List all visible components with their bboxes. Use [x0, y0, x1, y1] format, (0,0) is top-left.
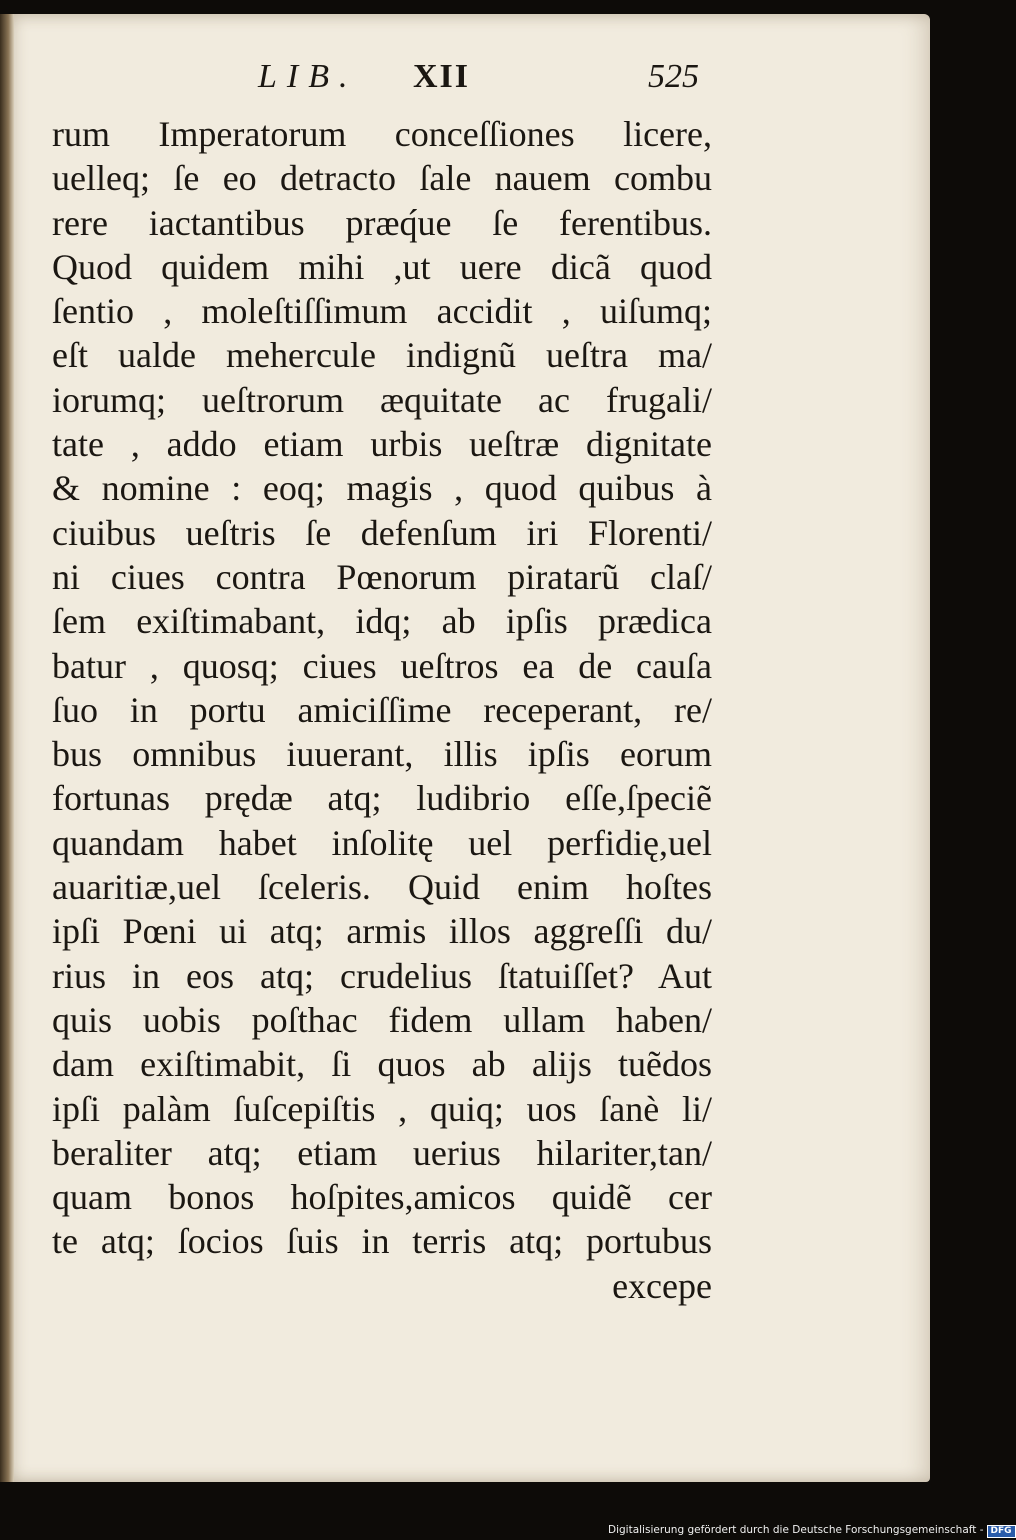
page-gutter [0, 14, 14, 1482]
text-line: ſentio , moleſtiſſimum accidit , uiſumq; [52, 291, 712, 332]
text-line: dam exiſtimabit, ſi quos ab alijs tuẽdos [52, 1044, 712, 1085]
text-line: rere iactantibus præq́ue ſe ferentibus. [52, 202, 712, 243]
text-line: excepe [612, 1265, 712, 1306]
text-line: fortunas prędæ atq; ludibrio eſſe,ſpeciẽ [52, 778, 712, 819]
text-line: rius in eos atq; crudelius ſtatuiſſet? Aut [52, 955, 712, 996]
credit-text: Digitalisierung gefördert durch die Deutsche Forschungsgemeinschaft - [608, 1524, 984, 1536]
text-line: quandam habet inſolitę uel perfidię,uel [52, 822, 712, 863]
text-line: ſuo in portu amiciſſime receperant, re/ [52, 689, 712, 730]
text-line: te atq; ſocios ſuis in terris atq; portubus [52, 1221, 712, 1262]
running-head-lib: LIB. [258, 58, 358, 95]
text-line: quam bonos hoſpites,amicos quidẽ cer [52, 1177, 712, 1218]
text-line: bus omnibus iuuerant, illis ipſis eorum [52, 734, 712, 775]
text-line: & nomine : eoq; magis , quod quibus à [52, 468, 712, 509]
body-text [52, 112, 712, 1308]
text-line: iorumq; ueſtrorum æquitate ac frugali/ [52, 379, 712, 420]
text-line: beraliter atq; etiam uerius hilariter,tan/ [52, 1132, 712, 1173]
digitization-credit [608, 1524, 1012, 1538]
text-line: batur , quosq; ciues ueſtros ea de cauſa [52, 645, 712, 686]
text-line: eſt ualde mehercule indignũ ueſtra ma/ [52, 335, 712, 376]
text-line: ipſi palàm ſuſcepiſtis , quiq; uos ſanè li/ [52, 1088, 712, 1129]
text-line: quis uobis poſthac fidem ullam haben/ [52, 999, 712, 1040]
text-line: ipſi Pœni ui atq; armis illos aggreſſi du/ [52, 911, 712, 952]
text-line: Quod quidem mihi ,ut uere dicã quod [52, 246, 712, 287]
text-line: ſem exiſtimabant, idq; ab ipſis prædica [52, 601, 712, 642]
text-line: ni ciues contra Pœnorum piratarũ claſ/ [52, 556, 712, 597]
page-number: 525 [648, 58, 699, 95]
text-line: uelleq; ſe eo detracto ſale nauem combu [52, 158, 712, 199]
dfg-logo: DFG [987, 1525, 1016, 1538]
running-head-book-number: XII [413, 58, 471, 95]
text-line: rum Imperatorum conceſſiones licere, [52, 114, 712, 154]
running-head [0, 58, 1000, 98]
text-line: tate , addo etiam urbis ueſtræ dignitate [52, 424, 712, 465]
text-line: auaritiæ,uel ſceleris. Quid enim hoſtes [52, 867, 712, 908]
text-line: ciuibus ueſtris ſe defenſum iri Florenti/ [52, 512, 712, 553]
